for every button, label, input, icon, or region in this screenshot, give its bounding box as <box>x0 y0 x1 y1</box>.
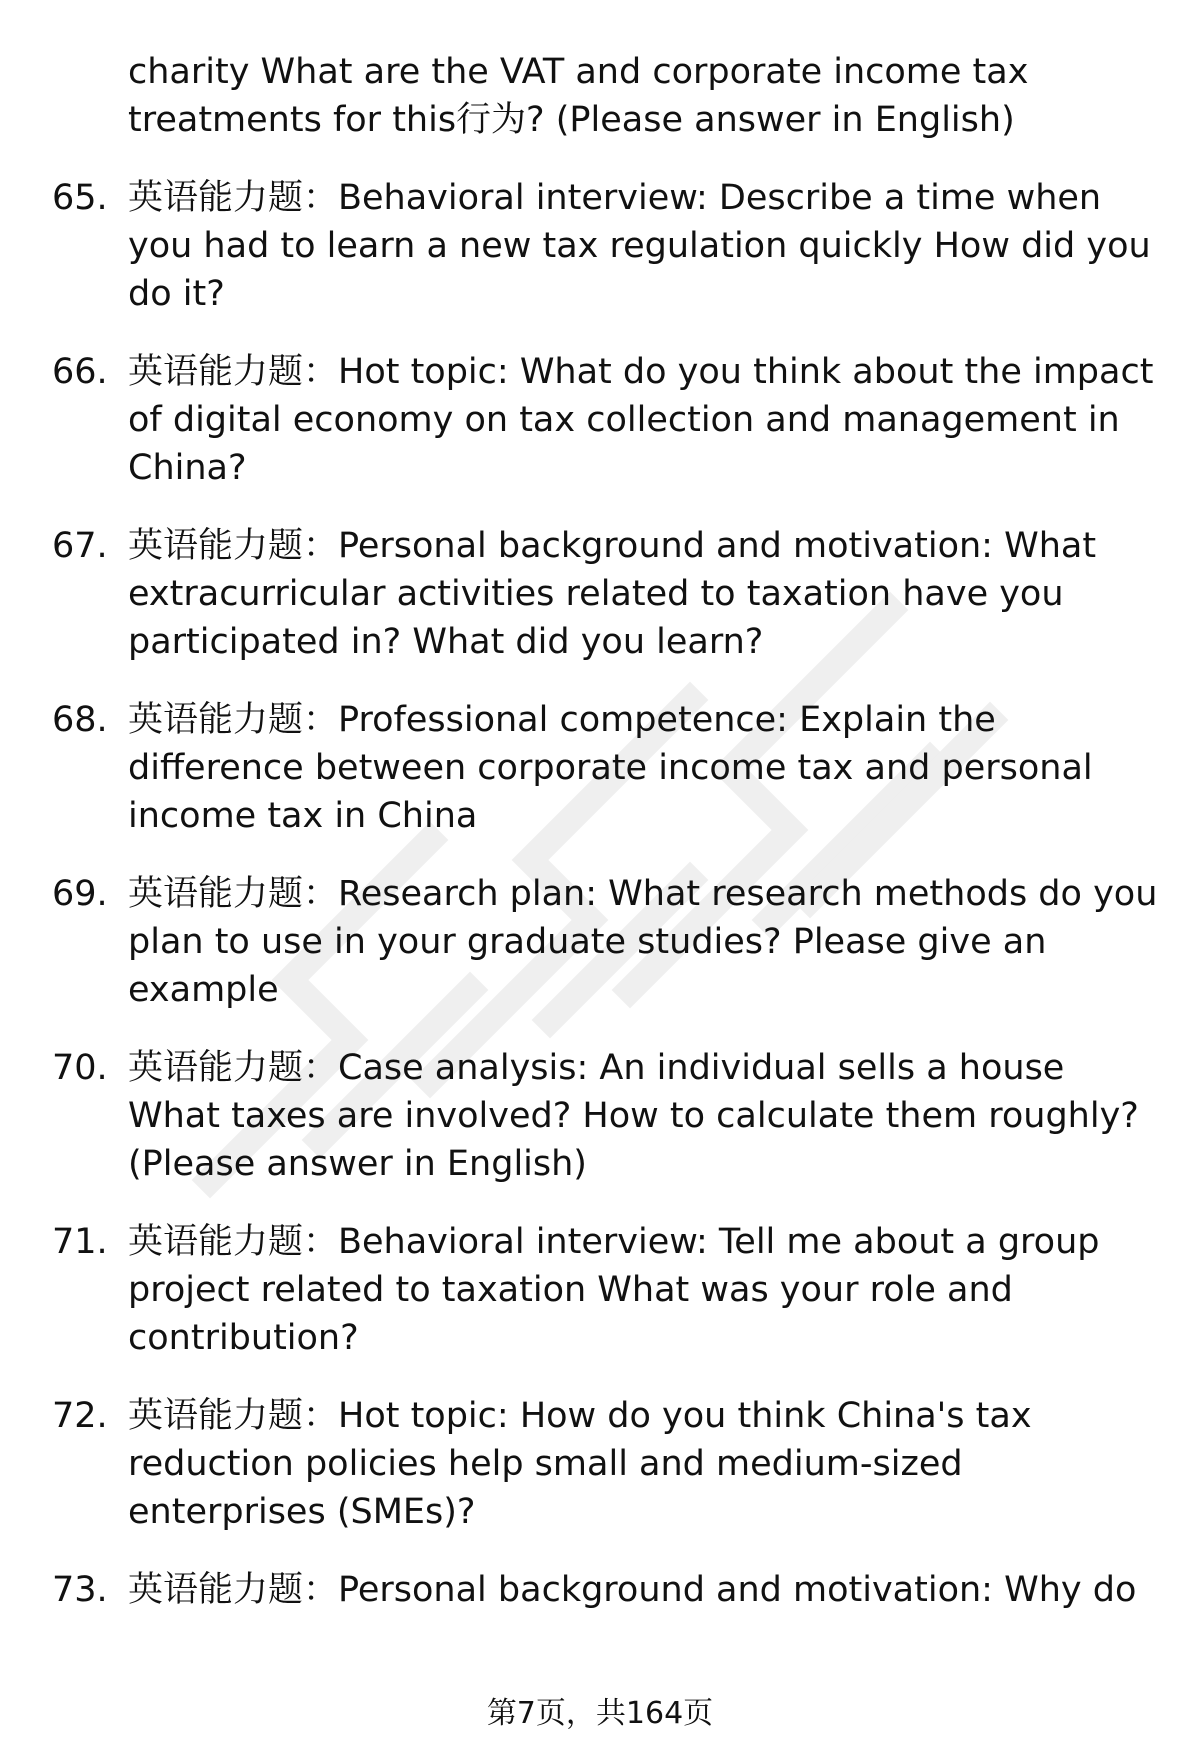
question-text: 英语能力题：Hot topic: How do you think China's tax reduction policies help small and medium-sized enterprises (SMEs)? <box>128 1396 1032 1532</box>
page-number-footer: 第7页，共164页 <box>486 1696 714 1731</box>
question-item <box>0 1392 1200 1536</box>
question-text: 英语能力题：Behavioral interview: Tell me about a group project related to taxation What was your role and contribution? <box>128 1222 1100 1358</box>
question-number: 67. <box>52 526 108 566</box>
question-text: 英语能力题：Research plan: What research methods do you plan to use in your graduate studies? Please give an example <box>128 874 1158 1010</box>
question-item <box>0 1218 1200 1362</box>
question-number: 68. <box>52 700 108 740</box>
question-number: 69. <box>52 874 108 914</box>
question-text: 英语能力题：Case analysis: An individual sells a house What taxes are involved? How to calculate them roughly? (Please answer in English) <box>128 1048 1139 1184</box>
question-number: 72. <box>52 1396 108 1436</box>
question-number: 71. <box>52 1222 108 1262</box>
question-item <box>0 348 1200 492</box>
question-item <box>0 48 1200 144</box>
question-item <box>0 696 1200 840</box>
question-number: 66. <box>52 352 108 392</box>
question-text: 英语能力题：Professional competence: Explain the difference between corporate income tax and personal income tax in China <box>128 700 1093 836</box>
question-number: 73. <box>52 1570 108 1610</box>
question-item <box>0 1566 1200 1614</box>
question-text: 英语能力题：Behavioral interview: Describe a time when you had to learn a new tax regulation quickly How did you do it? <box>128 178 1151 314</box>
question-item <box>0 870 1200 1014</box>
question-text: charity What are the VAT and corporate income tax treatments for this行为? (Please answer in English) <box>128 52 1029 140</box>
question-number: 65. <box>52 178 108 218</box>
question-text: 英语能力题：Personal background and motivation: Why do <box>128 1570 1137 1610</box>
question-text: 英语能力题：Hot topic: What do you think about the impact of digital economy on tax collection and management in China? <box>128 352 1154 488</box>
question-item <box>0 522 1200 666</box>
question-number: 70. <box>52 1048 108 1088</box>
question-item <box>0 1044 1200 1188</box>
question-item <box>0 174 1200 318</box>
question-text: 英语能力题：Personal background and motivation: What extracurricular activities related to taxation have you participated in? What did you learn? <box>128 526 1097 662</box>
question-list <box>0 48 1200 1644</box>
